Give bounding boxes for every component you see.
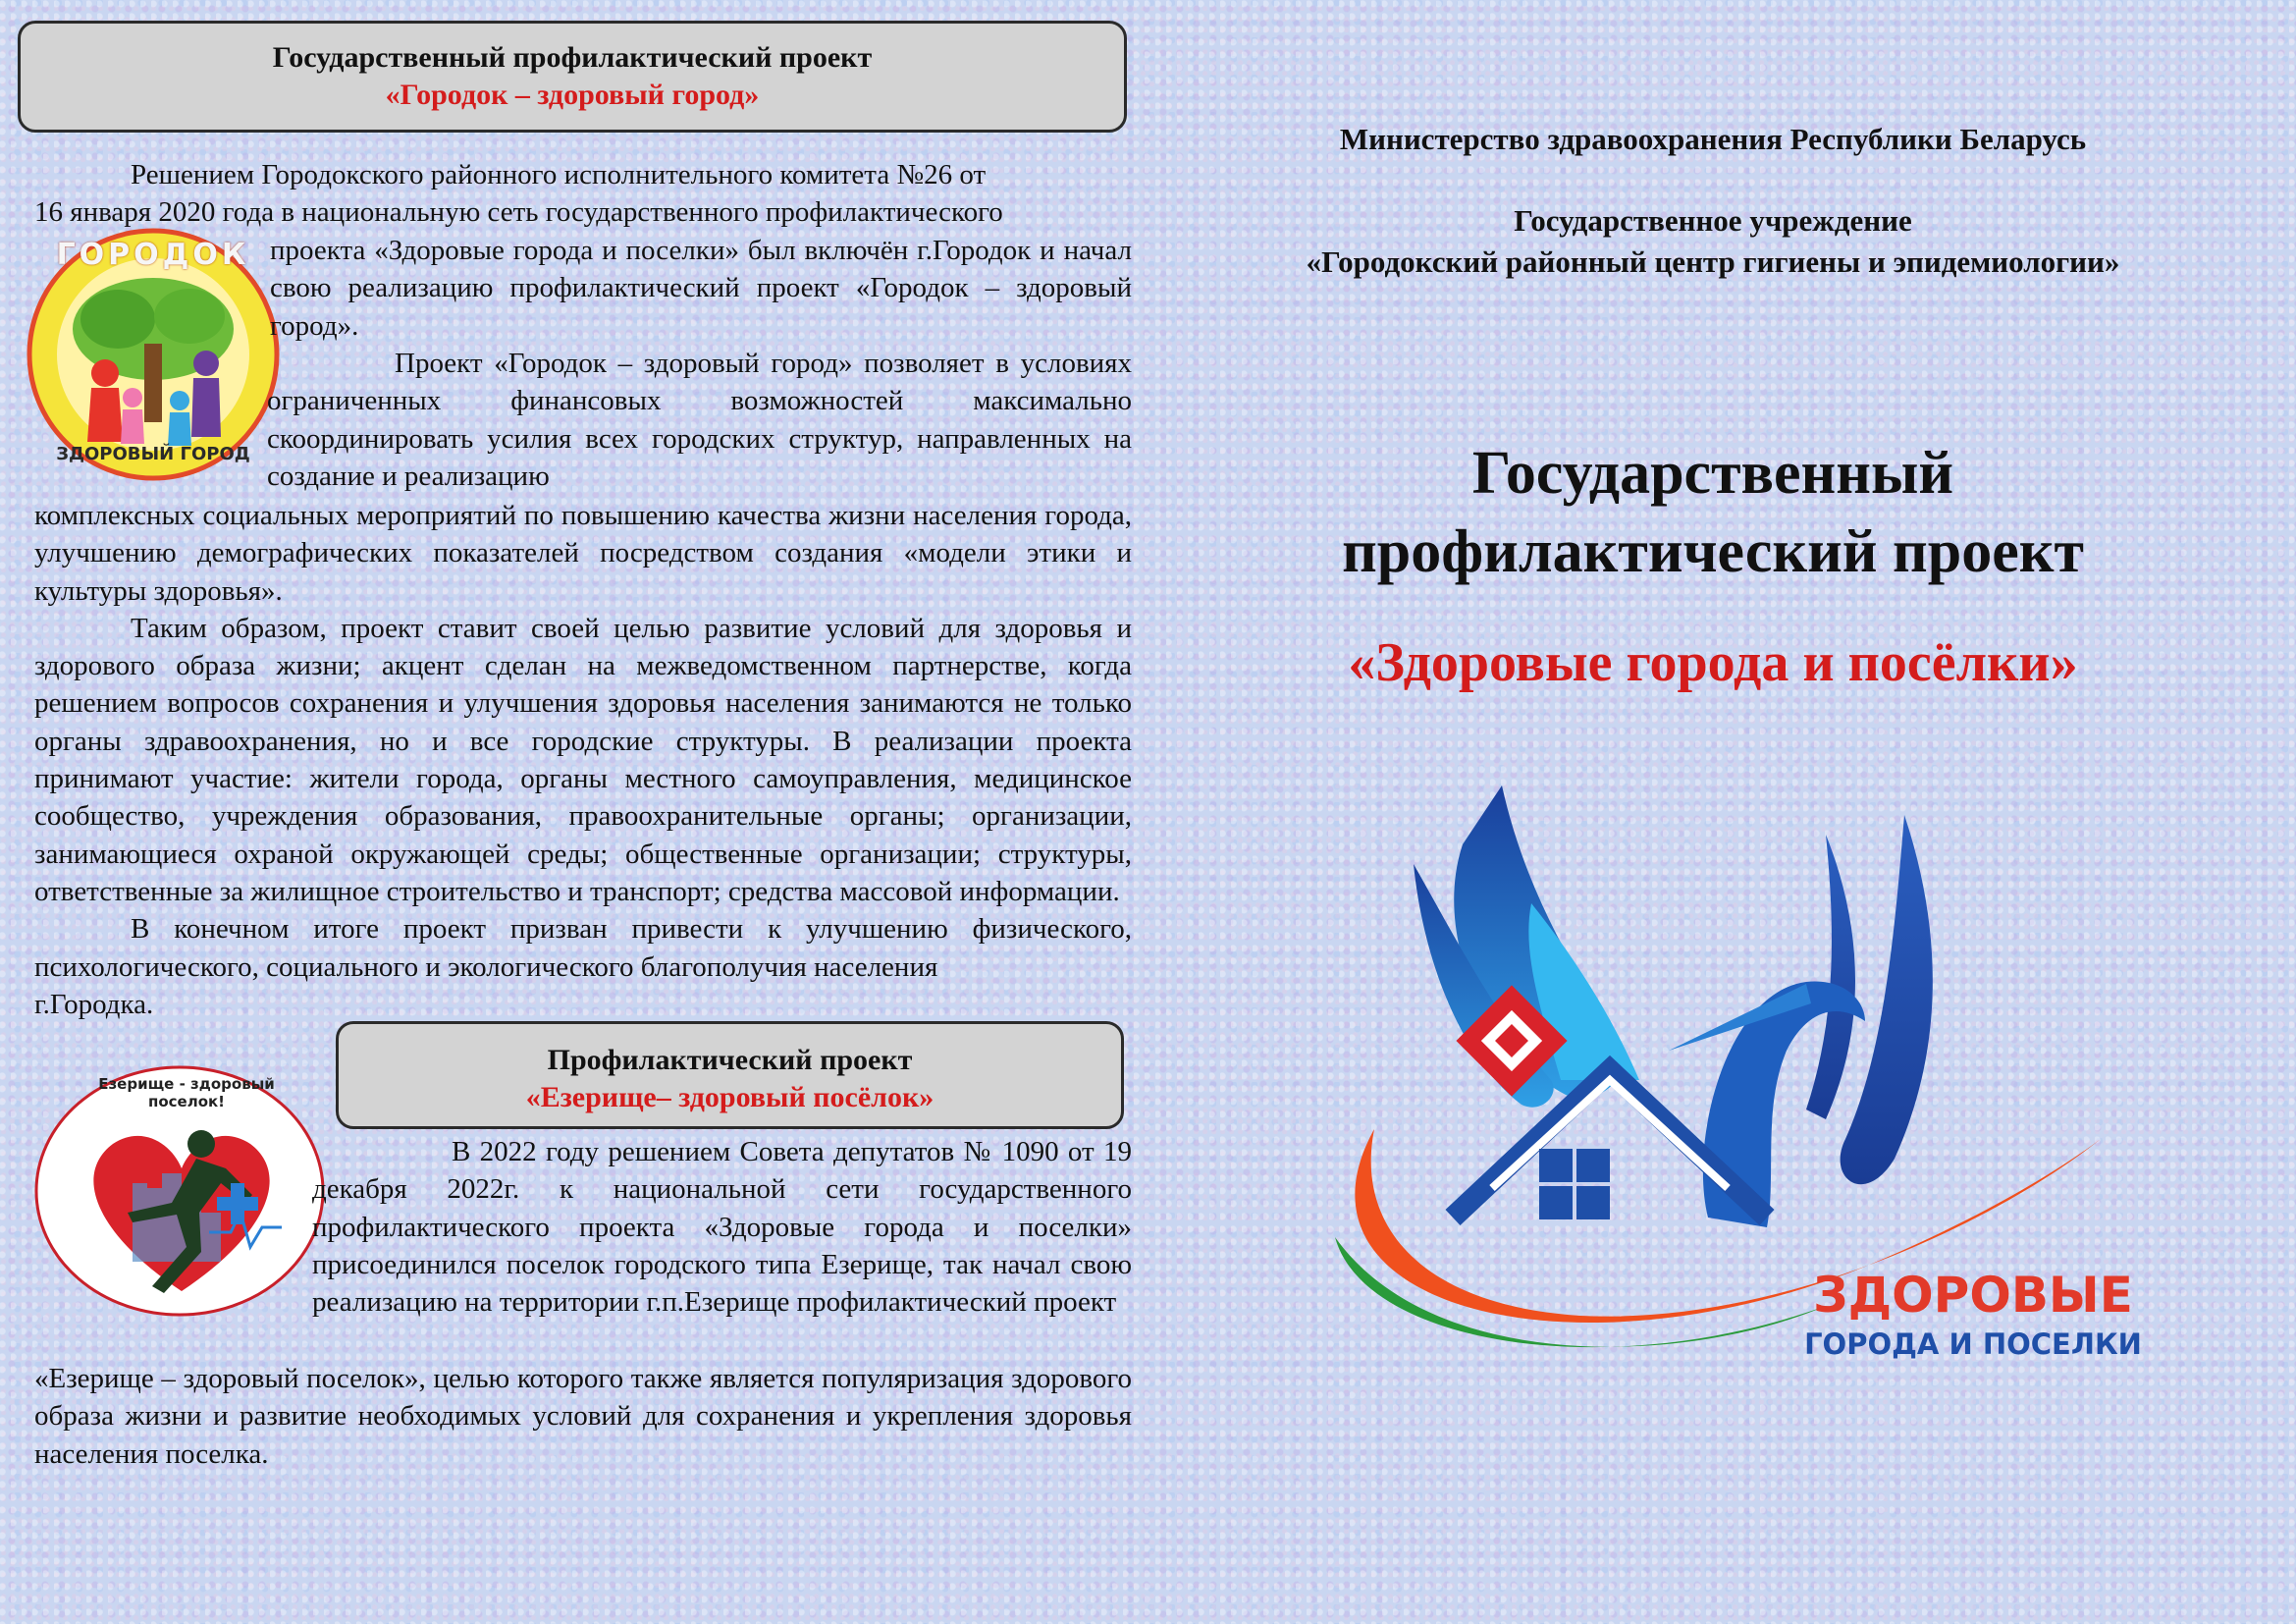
intro-paragraph [34, 156, 1132, 232]
project-paragraph-start: Проект «Городок – здоровый город» позволяет в условиях ограниченных финансовых возможностей максимально скоординировать усилия всех городских структур, направленных на создание и реализацию [267, 348, 1132, 492]
header-box2-subtitle: «Езерище– здоровый посёлок» [525, 1081, 934, 1113]
project-paragraph-full [34, 497, 1132, 1023]
gorodok-logo-text-bottom: ЗДОРОВЫЙ ГОРОД [56, 444, 250, 464]
institution-line1: Государственное учреждение [1514, 203, 1912, 238]
header-box2-title: Профилактический проект [547, 1044, 913, 1076]
gorodok-logo-text-top: ГОРОДОК [56, 238, 250, 272]
project-title-line2: профилактический проект [1342, 518, 2084, 585]
project-title [1148, 434, 2277, 591]
ezerishche-logo [34, 1065, 329, 1321]
result-paragraph-last: г.Городка. [34, 988, 154, 1020]
project-paragraph-wrap [267, 345, 1132, 495]
gorodok-logo [25, 226, 282, 483]
intro-rest: проекта «Здоровые города и поселки» был включён г.Городок и начал свою реализацию профилактический проект «Городок – здоровый город». [270, 235, 1132, 342]
institution-line2: «Городокский районный центр гигиены и эпидемиологии» [1306, 244, 2120, 279]
ezerishche-paragraph-wrap [312, 1133, 1132, 1321]
header-box-subtitle: «Городок – здоровый город» [385, 79, 760, 111]
project-subtitle: «Здоровые города и посёлки» [1348, 632, 2078, 693]
healthy-cities-logo [1315, 756, 2160, 1404]
ezerishche-paragraph-end: «Езерище – здоровый поселок», целью которого также является популяризация здорового образа жизни и развитие необходимых условий для сохранения и укрепления здоровья населения поселка. [34, 1363, 1132, 1470]
ezerishche-paragraph-start: В 2022 году решением Совета депутатов № 1090 от 19 декабря 2022г. к национальной сети государственного профилактического проекта «Здоровые города и поселки» присоединился поселок городского типа Езерище, так начал свою реализацию на территории г.п.Езерище профилактический проект [312, 1136, 1132, 1319]
header-box-gorodok [18, 21, 1127, 133]
header-box-title: Государственный профилактический проект [272, 41, 873, 74]
goal-paragraph: Таким образом, проект ставит своей целью развитие условий для здоровья и здорового образа жизни; акцент сделан на межведомственном партнерстве, когда решением вопросов сохранения и улучшения здоровья населения занимаются не только органы здравоохранения, но и все городские структуры. В реализации проекта принимают участие: жители города, органы местного самоуправления, медицинское сообщество, учреждения образования, правоохранительные органы; организации, занимающиеся охраной окружающей среды; общественные организации; структуры, ответственные за жилищное строительство и транспорт; средства массовой информации. [34, 612, 1132, 907]
header-box-ezerishche [336, 1021, 1124, 1129]
project-paragraph-end: комплексных социальных мероприятий по повышению качества жизни населения города, улучшению демографических показателей посредством создания «модели этики и культуры здоровья». [34, 500, 1132, 607]
logo-word-goroda: ГОРОДА И ПОСЕЛКИ [1804, 1327, 2142, 1361]
logo-word-zdorovye: ЗДОРОВЫЕ [1813, 1267, 2133, 1324]
intro-paragraph-wrap [270, 232, 1132, 345]
ministry-name: Министерство здравоохранения Республики Беларусь [1339, 122, 2087, 156]
intro-line2: 16 января 2020 года в национальную сеть государственного профилактического [34, 196, 1003, 229]
result-paragraph: В конечном итоге проект призван привести к улучшению физического, психологического, социального и экологического благополучия населения [34, 913, 1132, 983]
institution-name [1148, 200, 2277, 283]
intro-line1: Решением Городокского районного исполнительного комитета №26 от [131, 159, 987, 190]
ezerishche-logo-text: Езерище - здоровый поселок! [98, 1075, 275, 1110]
project-title-line1: Государственный [1471, 440, 1954, 507]
ezerishche-paragraph-full [34, 1360, 1132, 1473]
